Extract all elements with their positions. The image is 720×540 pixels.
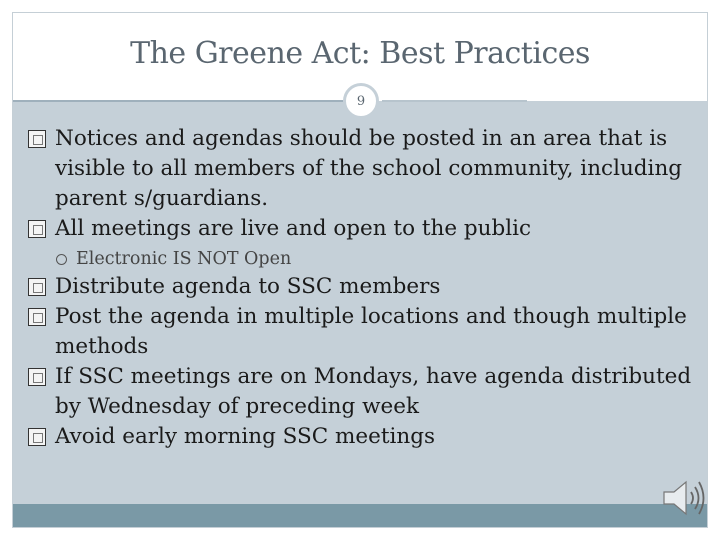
bullet-text: Notices and agendas should be posted in an area that is visible to all members of the school community, including parent s/guardians. <box>55 126 683 211</box>
bullet-item <box>28 214 698 244</box>
bullet-text: Distribute agenda to SSC members <box>55 274 441 299</box>
bullet-item <box>28 422 698 452</box>
bullet-item <box>28 272 698 302</box>
bullet-item <box>28 124 698 214</box>
bullet-marker-icon <box>28 278 46 296</box>
divider-line-right <box>382 100 527 102</box>
bullet-marker-icon <box>28 130 46 148</box>
footer-bar <box>13 504 707 527</box>
divider-line-left <box>13 100 343 102</box>
bullet-marker-icon <box>28 368 46 386</box>
bullet-text: If SSC meetings are on Mondays, have agenda distributed by Wednesday of preceding week <box>55 364 692 419</box>
bullet-marker-icon <box>28 308 46 326</box>
bullet-text: Post the agenda in multiple locations and though multiple methods <box>55 304 687 359</box>
page-number: 9 <box>356 93 366 109</box>
sub-bullet-item <box>28 246 698 272</box>
circle-bullet-icon <box>56 254 67 265</box>
bullet-item <box>28 362 698 422</box>
bullet-text: All meetings are live and open to the public <box>55 216 532 241</box>
bullet-list <box>28 124 698 452</box>
slide-title: The Greene Act: Best Practices <box>130 36 590 71</box>
page-number-badge <box>343 83 379 119</box>
speaker-icon[interactable] <box>656 472 708 524</box>
bullet-marker-icon <box>28 220 46 238</box>
bullet-marker-icon <box>28 428 46 446</box>
bullet-item <box>28 302 698 362</box>
sub-bullet-text: Electronic IS NOT Open <box>76 249 292 269</box>
bullet-text: Avoid early morning SSC meetings <box>55 424 436 449</box>
